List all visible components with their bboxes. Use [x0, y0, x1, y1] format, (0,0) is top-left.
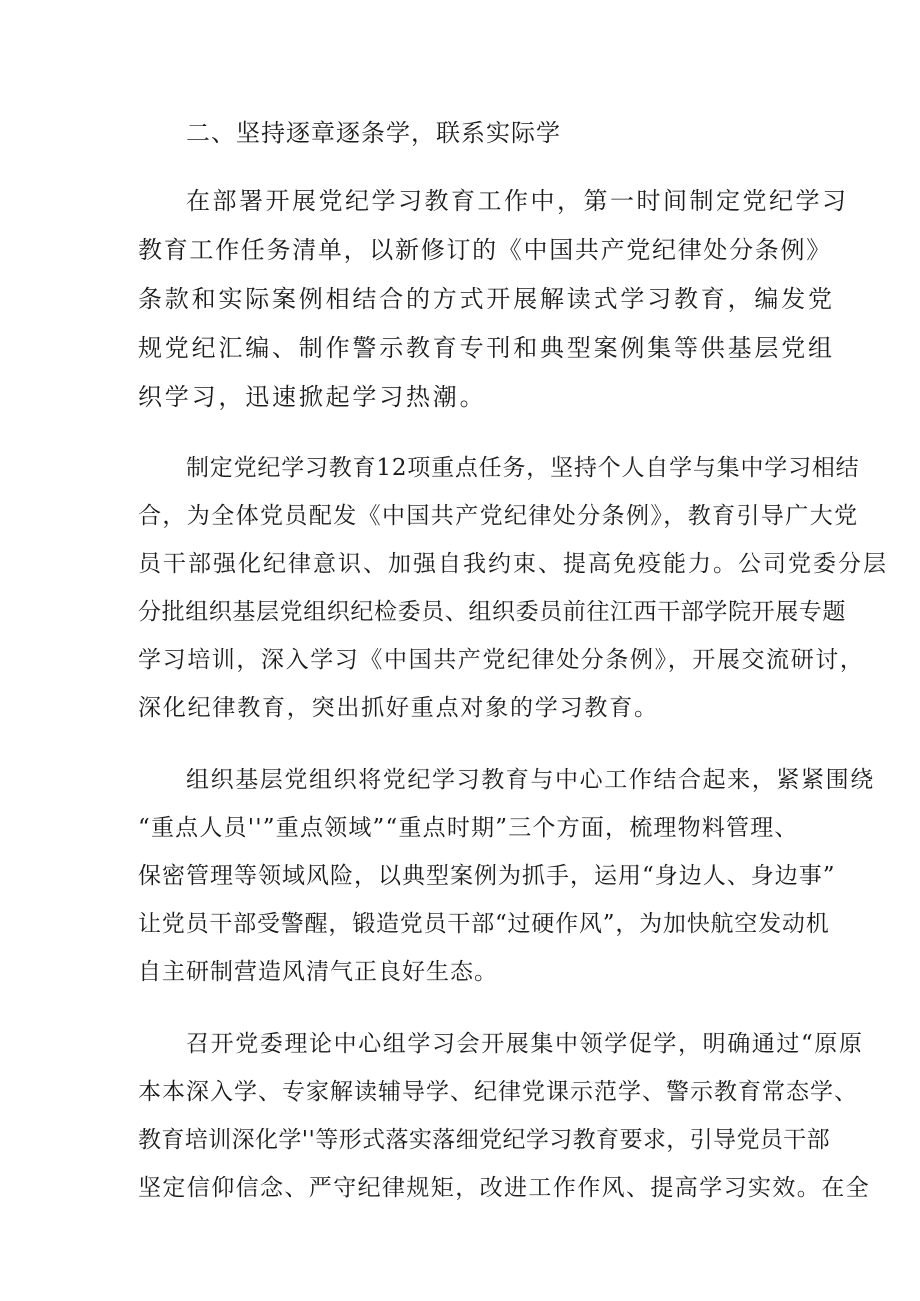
paragraph-line: “重点人员''”重点领域”“重点时期”三个方面，梳理物料管理、 [138, 815, 799, 841]
paragraph-line: 保密管理等领域风险，以典型案例为抓手，运用“身边人、身边事” [138, 863, 836, 889]
paragraph-line: 深化纪律教育，突出抓好重点对象的学习教育。 [138, 695, 659, 721]
paragraph-line: 合，为全体党员配发《中国共产党纪律处分条例》，教育引导广大党 [138, 503, 859, 529]
paragraph-line: 坚定信仰信念、严守纪律规矩，改进工作作风、提高学习实效。在全 [138, 1175, 870, 1201]
paragraph-line: 组织基层党组织将党纪学习教育与中心工作结合起来，紧紧围绕 [186, 767, 875, 793]
paragraph-line: 规党纪汇编、制作警示教育专刊和典型案例集等供基层党组 [138, 334, 835, 362]
paragraph-line: 制定党纪学习教育12项重点任务，坚持个人自学与集中学习相结 [186, 455, 860, 481]
paragraph-line: 让党员干部受警醒，锻造党员干部“过硬作风”，为加快航空发动机 [138, 911, 830, 937]
paragraph-line: 条款和实际案例相结合的方式开展解读式学习教育，编发党 [138, 285, 835, 313]
section-heading: 二、坚持逐章逐条学，联系实际学 [186, 119, 561, 147]
paragraph-line: 本本深入学、专家解读辅导学、纪律党课示范学、警示教育常态学、 [138, 1079, 858, 1105]
paragraph-line: 召开党委理论中心组学习会开展集中领学促学，明确通过“原原 [186, 1031, 864, 1057]
paragraph-line: 在部署开展党纪学习教育工作中，第一时间制定党纪学习 [186, 187, 849, 215]
paragraph-line: 教育培训深化学''等形式落实落细党纪学习教育要求，引导党员干部 [138, 1127, 831, 1153]
paragraph-line: 自主研制营造风清气正良好生态。 [138, 959, 498, 985]
paragraph-line: 学习培训，深入学习《中国共产党纪律处分条例》，开展交流研讨， [138, 647, 865, 673]
paragraph-line: 织学习，迅速掀起学习热潮。 [138, 383, 487, 411]
paragraph-line: 员干部强化纪律意识、加强自我约束、提高免疫能力。公司党委分层 [138, 551, 888, 577]
paragraph-line: 分批组织基层党组织纪检委员、组织委员前往江西干部学院开展专题 [138, 599, 846, 625]
paragraph-line: 教育工作任务清单，以新修订的《中国共产党纪律处分条例》 [138, 236, 832, 264]
